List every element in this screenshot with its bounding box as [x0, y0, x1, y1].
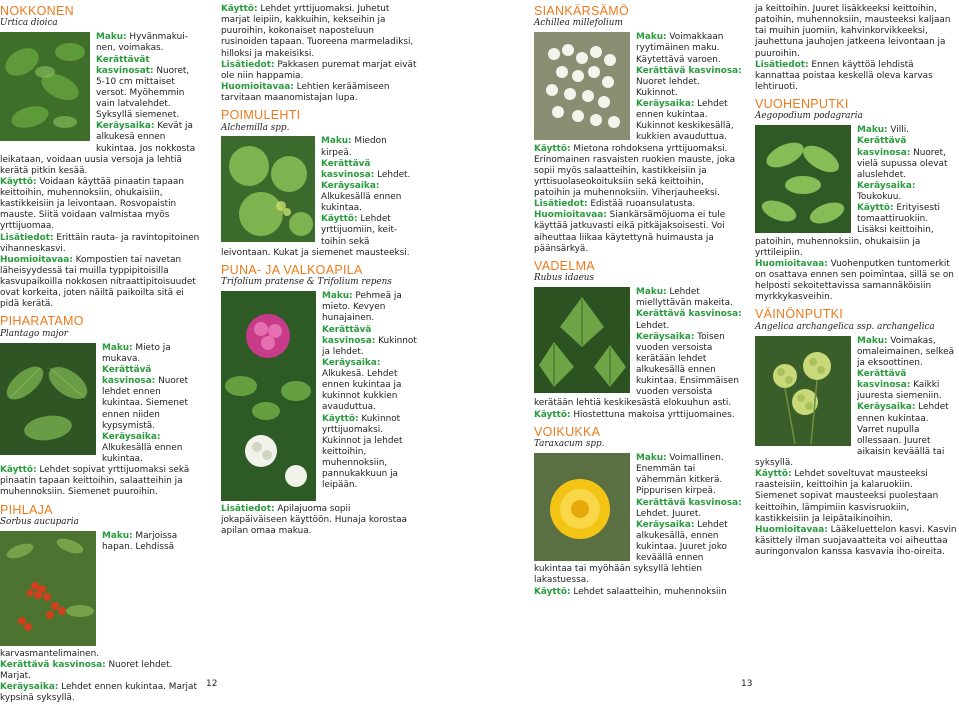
- info-para: Lisätiedot: Edistää ruoansulatusta.: [534, 199, 696, 210]
- parts-para: Kerättävä kasvinosa: Lehdet.: [321, 158, 411, 180]
- section-title: VÄINÖNPUTKI: [755, 307, 844, 322]
- use-para: Käyttö: Lehdet yrttijuomaksi. Juhetut marjat leipiin, kakkuihin, kekseihin ja puuroihin, kokonaiset naposteluun rusinoiden tapaan. Tuoreena marmeladiksi, hilloksi ja makeisiksi.: [221, 4, 414, 59]
- note-para: Huomioitavaa: Kompostien tai navetan läheisyydessä tai muilla typpipitoisilla kasvupaikoilla nokkosen nitraattipitoisuudet ovat korkeita, joten näiltä paikoilta sitä ei pidä kerätä.: [0, 254, 196, 310]
- use-para: Käyttö: Erityisesti tomaattiruokiin. Lisäksi keittoihin, patoihin, muhennoksiin, ohukaisiin ja yrttileipiin.: [755, 203, 940, 258]
- latin-name: Urtica dioica: [0, 18, 58, 29]
- section-title: POIMULEHTI: [221, 108, 301, 123]
- parts-para: Kerättävät kasvinosat: Nuoret, 5-10 cm mittaiset versot. Myöhemmin vain latvalehdet. Syksyllä siemenet.: [96, 54, 190, 121]
- info-para: Lisätiedot: Apilajuoma sopii jokapäiväiseen käyttöön. Hunaja korostaa apilan omaa makua.: [221, 504, 407, 537]
- taste-para: Maku: Miedon kirpeä.: [321, 136, 387, 158]
- page-number-right: 13: [741, 679, 753, 689]
- section-title: PIHARATAMO: [0, 314, 84, 329]
- parts-para: Kerättävä kasvinosa: Kaikki juuresta siemeniin.: [857, 369, 942, 402]
- note-para: Huomioitavaa: Lehtien keräämiseen tarvitaan maanomistajan lupa.: [221, 81, 390, 103]
- taste-para: Maku: Hyvänmakui-nen, voimakas.: [96, 32, 188, 54]
- ground-elder-photo: [755, 125, 851, 233]
- parts-para: Kerättävä kasvinosa: Nuoret lehdet. Marjat.: [0, 660, 173, 682]
- latin-name: Plantago major: [0, 328, 68, 339]
- season-para: Keräysaika: Lehdet ennen kukintaa. Marjat kypsinä syksyllä.: [0, 682, 197, 704]
- clover-photo: [221, 291, 316, 501]
- latin-name: Rubus idaeus: [534, 273, 594, 284]
- note-para: Huomioitavaa: Lääkeluettelon kasvi. Kasvin käsittely ilman suojavaatteita voi aiheuttaa auringonvalon kanssa kasvavia iho-oireita.: [755, 524, 957, 558]
- section-title: VOIKUKKA: [534, 424, 601, 439]
- section-title: NOKKONEN: [0, 4, 74, 18]
- latin-name: Angelica archangelica ssp. archangelica: [755, 321, 935, 332]
- taste-para: Maku: Pehmeä ja mieto. Kevyen hunajainen.: [322, 291, 402, 324]
- latin-name: Trifolium pratense & Trifolium repens: [221, 277, 392, 288]
- section-title: PIHLAJA: [0, 502, 53, 517]
- angelica-photo: [755, 336, 851, 446]
- latin-name: Taraxacum spp.: [534, 439, 605, 450]
- taste-para: Maku: Mieto ja mukava.: [102, 342, 171, 364]
- nettle-photo: [0, 32, 90, 141]
- taste-para: Maku: Voimallinen. Enemmän tai vähemmän kitkerä. Pippurisen kirpeä.: [636, 453, 724, 497]
- use-para: Käyttö: Kukinnot yrttijuomaksi. Kukinnot ja lehdet keittoihin, muhennoksiin, pannukakkuun ja leipään.: [322, 413, 403, 491]
- parts-para: Kerättävä kasvinosa: Lehdet.: [636, 309, 742, 331]
- use-para: Käyttö: Lehdet salaatteihin, muhennoksiin: [534, 586, 727, 597]
- season-para: Keräysaika: Alkukesällä ennen kukintaa.: [321, 180, 402, 214]
- section-title: VADELMA: [534, 258, 595, 273]
- taste-para: Maku: Marjoissa hapan. Lehdissä karvasmantelimainen.: [0, 530, 178, 659]
- info-para: Lisätiedot: Pakkasen puremat marjat eivät ole niin happamia.: [221, 59, 417, 81]
- latin-name: Alchemilla spp.: [221, 122, 290, 133]
- season-para: Keräysaika: Alkukesällä ennen kukintaa.: [102, 431, 183, 465]
- section-title: SIANKÄRSÄMÖ: [534, 4, 629, 18]
- info-para: Lisätiedot: Ennen käyttöä lehdistä kannattaa poistaa keskellä oleva karvas lehtiruoti.: [755, 59, 933, 92]
- column-1: [0, 4, 200, 705]
- season-para: Keräysaika: Lehdet alkukesällä, ennen kukintaa. Juuret joko keväällä ennen kukintaa tai myöhään syksyllä lehtien lakastuessa.: [534, 519, 728, 586]
- plantain-photo: [0, 343, 96, 455]
- season-para: Keräysaika: Toukokuu.: [857, 180, 916, 203]
- season-para: Keräysaika: Lehdet ennen kukintaa. Varret nupulla ollessaan. Juuret aikaisin keväällä tai syksyllä.: [755, 402, 949, 469]
- taste-para: Maku: Voimakas, omaleimainen, selkeä ja eksoottinen.: [857, 335, 955, 368]
- section-title: PUNA- JA VALKOAPILA: [221, 262, 363, 277]
- column-2: [221, 4, 418, 538]
- parts-para: Kerättävä kasvinosa: Nuoret lehdet ennen kukintaa. Siemenet ennen niiden kypsymistä.: [102, 365, 189, 431]
- latin-name: Sorbus aucuparia: [0, 516, 79, 527]
- use-para: Käyttö: Hiostettuna makoisa yrttijuomaines.: [534, 409, 735, 420]
- info-para: Lisätiedot: Erittäin rauta- ja ravintopitoinen vihanneskasvi.: [0, 232, 200, 254]
- column-3: [534, 4, 742, 598]
- dandelion-photo: [534, 453, 630, 561]
- ladys-mantle-photo: [221, 136, 315, 242]
- use-para: Käyttö: Mietona rohdoksena yrttijuomaksi. Erinomainen rasvaisten ruokien mauste, joka sopii myös salaatteihin, kastikkeisiin ja yrttisuolaseokoituksiin sekä keittoihin, patoihin ja muhennoksiin. Viherjauheeksi.: [534, 143, 736, 199]
- use-para: Käyttö: Voidaan käyttää pinaatin tapaan keittoihin, muhennoksiin, ohukaisiin, kastikkeisiin ja leivontaan. Rosvopaistin mauste. Siitä voidaan valmistaa myös yrttijuomaa.: [0, 176, 184, 232]
- rowan-photo: [0, 531, 96, 646]
- use-para: Käyttö: Lehdet yrttijuomiin, keit-toihin sekä leivontaan. Kukat ja siemenet mausteeksi.: [221, 214, 410, 258]
- use-para: Käyttö: Lehdet sopivat yrttijuomaksi sekä pinaatin tapaan keittoihin, salaatteihin ja muhennoksiin. Siemenet puuroihin.: [0, 465, 190, 498]
- yarrow-photo: [534, 32, 630, 140]
- season-para: Keräysaika: Toisen vuoden versoista kerätään lehdet alkukesällä ennen kukintaa. Ensimmäisen vuoden versoista kerätään lehtiä keskikesästä elokuuhun asti.: [534, 331, 739, 409]
- raspberry-photo: [534, 287, 630, 393]
- parts-para: Kerättävä kasvinosa: Kukinnot ja lehdet.: [322, 324, 417, 357]
- latin-name: Achillea millefolium: [534, 18, 623, 29]
- page-number-left: 12: [206, 679, 218, 689]
- season-para: Keräysaika: Kevät ja alkukesä ennen kukintaa. Jos nokkosta leikataan, voidaan uusia versoja ja lehtiä kerätä pitkin kesää.: [0, 121, 196, 176]
- taste-para: Maku: Voimakkaan ryytimäinen maku. Käytettävä varoen.: [636, 32, 724, 65]
- taste-para: Maku: Lehdet miellyttävän makeita.: [636, 287, 733, 309]
- parts-para: Kerättävä kasvinosa: Nuoret, vielä supussa olevat aluslehdet.: [857, 136, 948, 180]
- note-para: Huomioitavaa: Vuohenputken tuntomerkit on osattava ennen sen poimintaa, sillä se on helposti sekoitettavissa samannäköisiin myrkkykasveihin.: [755, 258, 954, 303]
- section-title: VUOHENPUTKI: [755, 97, 849, 111]
- parts-para: Kerättävä kasvinosa: Nuoret lehdet. Kukinnot.: [636, 65, 742, 98]
- note-para: Huomioitavaa: Siankärsämöjuoma ei tule käyttää jatkuvasti eikä pitkäjaksoisesti. Voi aiheuttaa liikaa käytettynä huimausta ja päänsärkyä.: [534, 210, 726, 254]
- season-para: Keräysaika: Lehdet ennen kukintaa. Kukinnot keskikesällä, kukkien avauduttua.: [636, 99, 734, 143]
- column-4: [755, 4, 957, 558]
- use-para: Käyttö: Lehdet soveltuvat mausteeksi raasteisiin, keittoihin ja kalaruokiin. Siemenet sopivat mausteeksi puolestaan keittoihin, lämpimiin kasvisruokiin, kastikkeisiin ja leipätaikinoihin.: [755, 469, 939, 524]
- latin-name: Aegopodium podagraria: [755, 111, 863, 122]
- season-para: Keräysaika: Alkukesä. Lehdet ennen kukintaa ja kukinnot kukkien avauduttua.: [322, 357, 402, 413]
- parts-para: Kerättävä kasvinosa: Lehdet. Juuret.: [636, 497, 742, 519]
- use-para-cont: ja keittoihin. Juuret lisäkkeeksi keittoihin, patoihin, muhennoksiin, mausteeksi kaljaan tai muihin juomiin, kahvinkorvikkeeksi, jauhettuna jauhojen jatkeena leivontaan ja puuroihin.: [755, 4, 951, 59]
- taste-para: Maku: Villi.: [857, 125, 909, 136]
